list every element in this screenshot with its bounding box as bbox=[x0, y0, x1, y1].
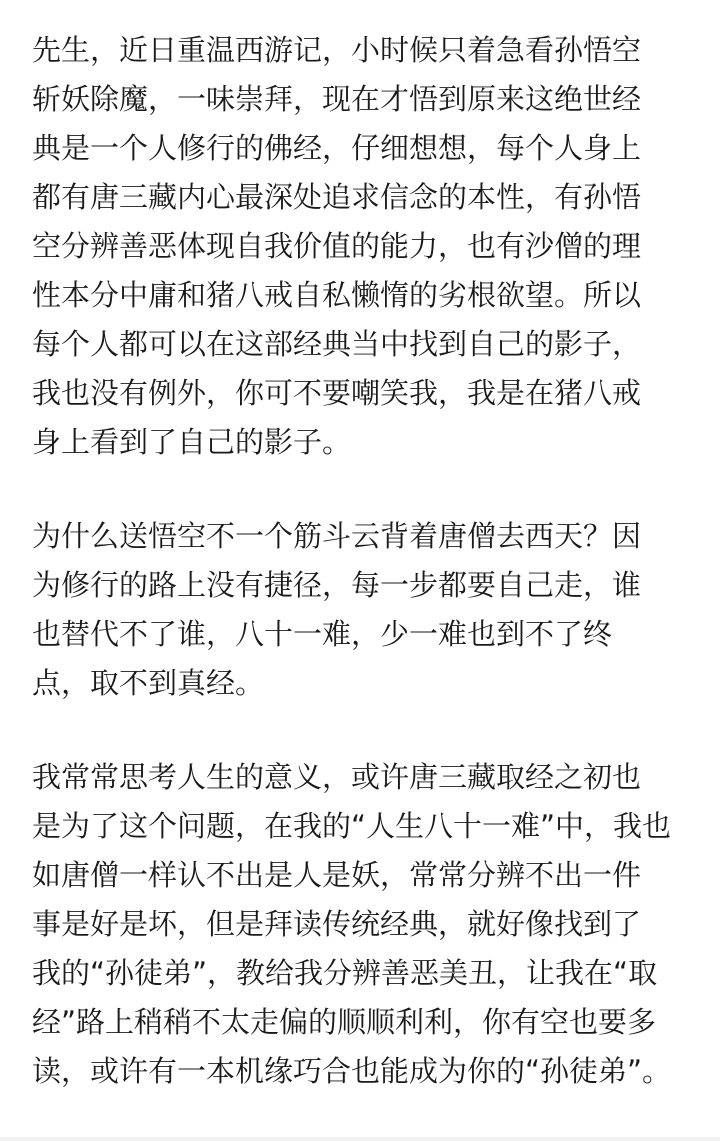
paragraph bbox=[32, 753, 671, 1096]
text-line: 是为了这个问题，在我的“人生八十一难”中，我也 bbox=[32, 809, 672, 843]
bottom-divider bbox=[0, 1137, 720, 1141]
text-line: 典是一个人修行的佛经，仔细想想，每个人身上 bbox=[32, 131, 642, 165]
text-line: 如唐僧一样认不出是人是妖，常常分辨不出一件 bbox=[32, 858, 642, 892]
text-line: 我也没有例外，你可不要嘲笑我，我是在猪八戒 bbox=[32, 376, 642, 410]
text-line: 事是好是坏，但是拜读传统经典，就好像找到了 bbox=[32, 907, 642, 941]
text-line: 读，或许有一本机缘巧合也能成为你的“孙徒弟”。 bbox=[32, 1054, 672, 1088]
text-line: 空分辨善恶体现自我价值的能力，也有沙僧的理 bbox=[32, 229, 642, 263]
text-line: 每个人都可以在这部经典当中找到自己的影子， bbox=[32, 327, 642, 361]
text-line: 经”路上稍稍不太走偏的顺顺利利，你有空也要多 bbox=[32, 1005, 657, 1039]
text-line: 斩妖除魔，一味崇拜，现在才悟到原来这绝世经 bbox=[32, 82, 642, 116]
text-line: 性本分中庸和猪八戒自私懒惰的劣根欲望。所以 bbox=[32, 278, 642, 312]
paragraph bbox=[32, 26, 641, 467]
text-line: 为修行的路上没有捷径，每一步都要自己走，谁 bbox=[32, 568, 642, 602]
text-line: 都有唐三藏内心最深处追求信念的本性，有孙悟 bbox=[32, 180, 642, 214]
text-line: 点，取不到真经。 bbox=[32, 666, 265, 700]
text-line: 为什么送悟空不一个筋斗云背着唐僧去西天？因 bbox=[32, 519, 642, 553]
text-line: 我的“孙徒弟”，教给我分辨善恶美丑，让我在“取 bbox=[32, 956, 658, 990]
text-line: 也替代不了谁，八十一难，少一难也到不了终 bbox=[32, 617, 613, 651]
paragraph bbox=[32, 512, 641, 708]
text-line: 身上看到了自己的影子。 bbox=[32, 425, 352, 459]
text-line: 先生，近日重温西游记，小时候只着急看孙悟空 bbox=[32, 33, 642, 67]
text-line: 我常常思考人生的意义，或许唐三藏取经之初也 bbox=[32, 760, 642, 794]
